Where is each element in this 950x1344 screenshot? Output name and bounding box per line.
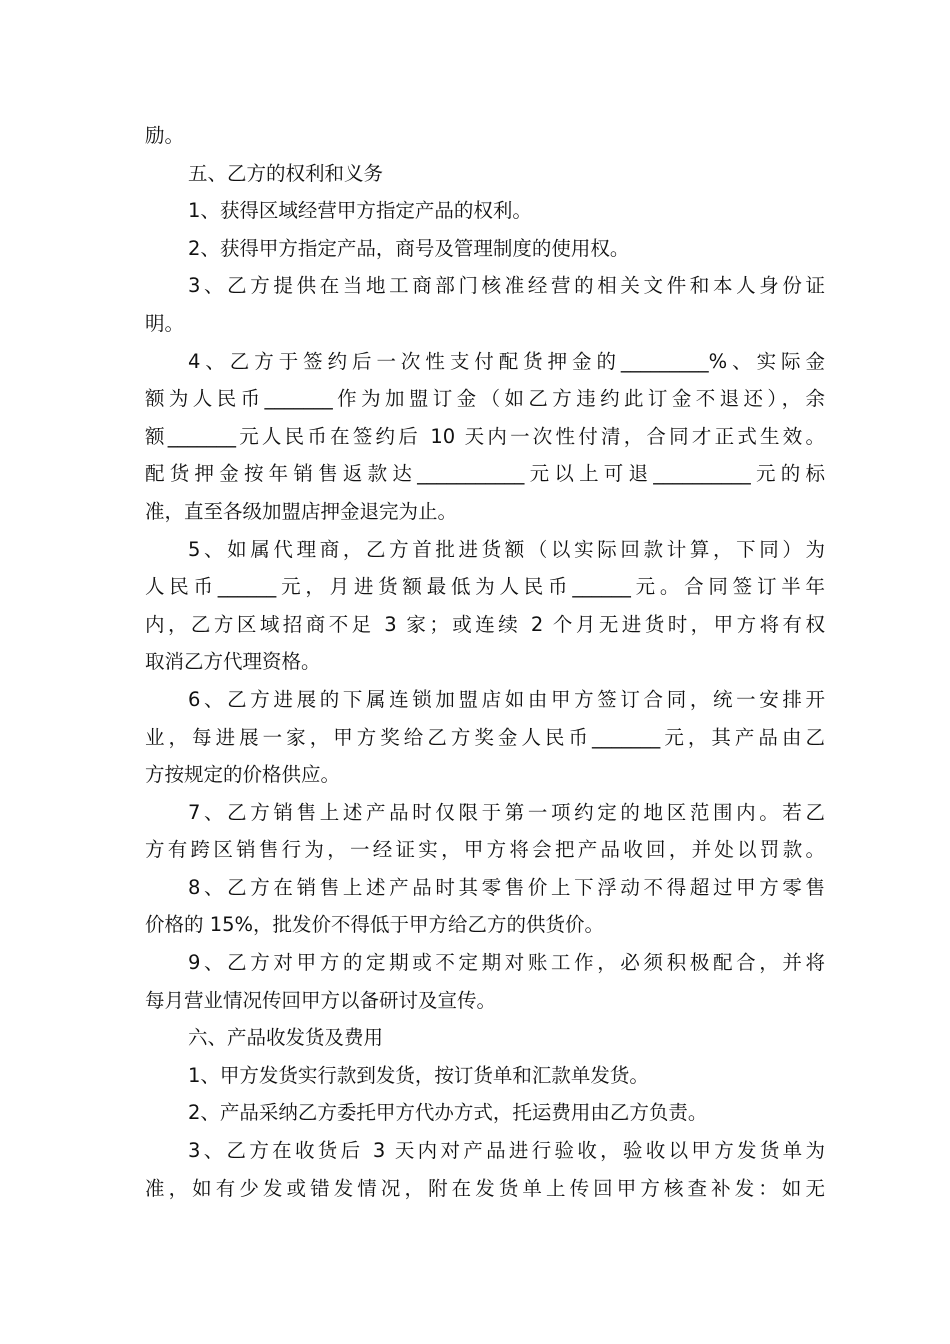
text-line: 方按规定的价格供应。: [145, 763, 341, 787]
text-line: 7、乙方销售上述产品时仅限于第一项约定的地区范围内。若乙: [188, 800, 825, 824]
text-line: 8、乙方在销售上述产品时其零售价上下浮动不得超过甲方零售: [188, 875, 825, 899]
text-line: 六、产品收发货及费用: [188, 1026, 384, 1050]
text-line: 3、乙方提供在当地工商部门核准经营的相关文件和本人身份证: [188, 274, 825, 298]
text-line: 1、获得区域经营甲方指定产品的权利。: [188, 199, 532, 223]
text-line: 5、如属代理商，乙方首批进货额（以实际回款计算，下同）为: [188, 537, 825, 561]
text-line: 明。: [145, 311, 185, 335]
text-line: 额为人民币_______作为加盟订金（如乙方违约此订金不退还），余: [145, 387, 825, 411]
contract-text-body: [145, 117, 825, 1207]
text-line: 业，每进展一家，甲方奖给乙方奖金人民币_______元，其产品由乙: [145, 725, 825, 749]
text-line: 额_______元人民币在签约后 10 天内一次性付清，合同才正式生效。: [145, 424, 825, 448]
text-line: 2、获得甲方指定产品，商号及管理制度的使用权。: [188, 236, 630, 260]
text-line: 价格的 15%，批发价不得低于甲方给乙方的供货价。: [145, 913, 605, 937]
text-line: 准，如有少发或错发情况，附在发货单上传回甲方核查补发：如无: [145, 1176, 825, 1200]
text-line: 取消乙方代理资格。: [145, 650, 321, 674]
text-line: 五、乙方的权利和义务: [188, 161, 384, 185]
text-line: 每月营业情况传回甲方以备研讨及宣传。: [145, 988, 497, 1012]
text-line: 9、乙方对甲方的定期或不定期对账工作，必须积极配合，并将: [188, 951, 825, 975]
text-line: 2、产品采纳乙方委托甲方代办方式，托运费用由乙方负责。: [188, 1101, 708, 1125]
text-line: 6、乙方进展的下属连锁加盟店如由甲方签订合同，统一安排开: [188, 687, 825, 711]
text-line: 人民币______元，月进货额最低为人民币______元。合同签订半年: [145, 575, 825, 599]
text-line: 准，直至各级加盟店押金退完为止。: [145, 499, 458, 523]
text-line: 方有跨区销售行为，一经证实，甲方将会把产品收回，并处以罚款。: [145, 838, 825, 862]
text-line: 1、甲方发货实行款到发货，按订货单和汇款单发货。: [188, 1063, 649, 1087]
text-line: 励。: [145, 124, 185, 147]
text-line: 内，乙方区域招商不足 3 家；或连续 2 个月无进货时，甲方将有权: [145, 612, 825, 636]
text-line: 配货押金按年销售返款达___________元以上可退__________元的标: [145, 462, 825, 486]
text-line: 4、乙方于签约后一次性支付配货押金的_________%、实际金: [188, 349, 825, 373]
text-line: 3、乙方在收货后 3 天内对产品进行验收，验收以甲方发货单为: [188, 1139, 825, 1163]
